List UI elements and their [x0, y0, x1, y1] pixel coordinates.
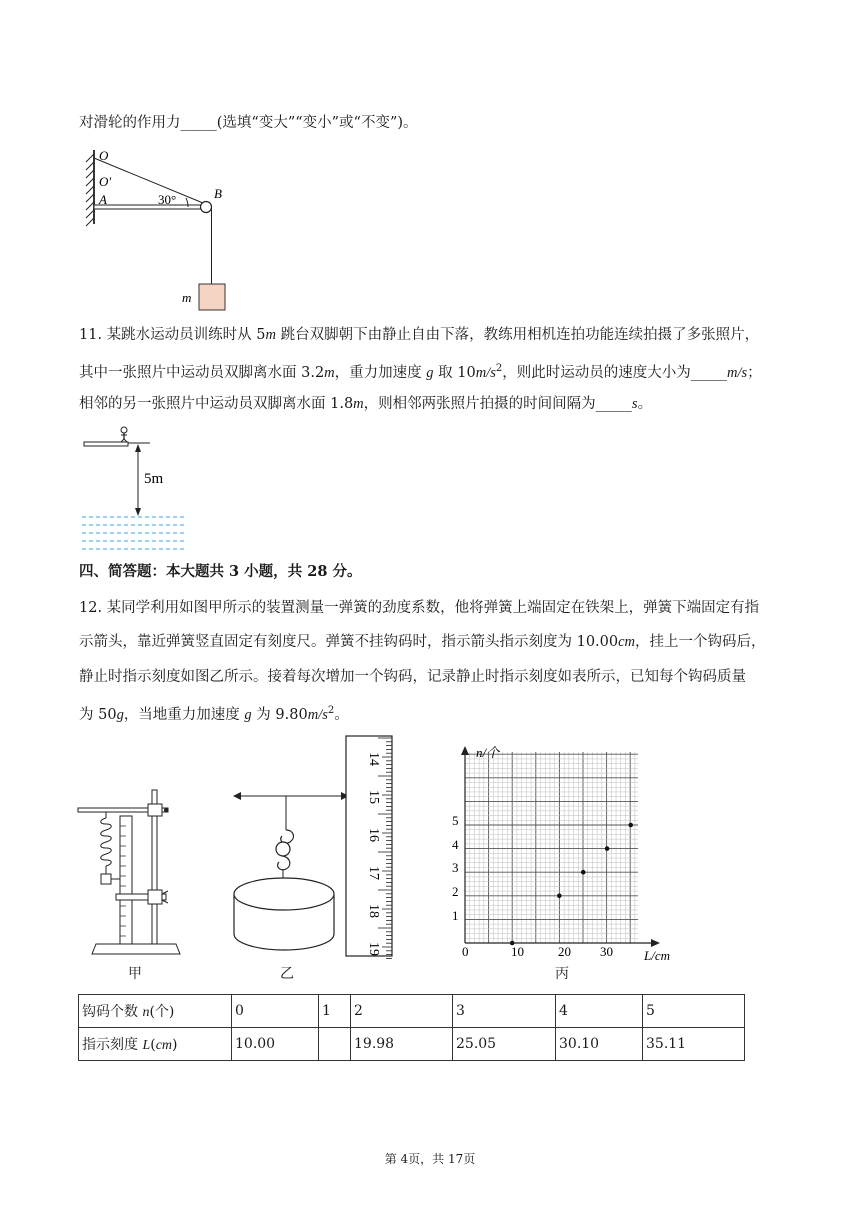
page-footer: 第 4页，共 17页 [384, 1152, 476, 1166]
diving-figure [80, 423, 200, 553]
mass-block [199, 284, 225, 310]
angle-label: 30° [158, 192, 177, 207]
data-point [605, 846, 610, 851]
table-row [79, 995, 745, 1028]
caption-yi: 乙 [280, 966, 294, 982]
graph-y-tick-5: 5 [452, 813, 459, 828]
graph-x-tick-20: 20 [558, 944, 571, 959]
q11-line-1: 11. 某跳水运动员训练时从 5m 跳台双脚朝下由静止自由下落，教练用相机连拍功能连续拍摄了多张照片， [79, 327, 760, 343]
ruler-label-15: 15 [366, 790, 381, 804]
table-cell: 30.10 [556, 1028, 643, 1061]
data-point [557, 894, 562, 899]
caption-jia: 甲 [128, 966, 142, 982]
table-cell: 19.98 [351, 1028, 453, 1061]
q12-line-4: 为 50g，当地重力加速度 g 为 $9.80m/s^2$。 [79, 705, 349, 723]
graph-x-tick-10: 10 [511, 944, 524, 959]
q11-line-3: 相邻的另一张照片中运动员双脚离水面 1.8m，则相邻两张照片拍摄的时间间隔为_____s。 [79, 396, 653, 412]
graph-y-tick-1: 1 [452, 908, 459, 923]
table-cell: 35.11 [643, 1028, 745, 1061]
row-header-n: 钩码个数 n(个) [79, 995, 232, 1028]
table-row [79, 1028, 745, 1061]
ruler-label-14: 14 [366, 752, 381, 766]
table-cell: 2 [351, 995, 453, 1028]
label-B: B [214, 186, 222, 201]
row-header-L: 指示刻度 L(cm) [79, 1028, 232, 1061]
graph-x-tick-30: 30 [600, 944, 613, 959]
height-label: 5m [144, 471, 164, 487]
q10-answer-line: 对滑轮的作用力_____(选填“变大”“变小”或“不变”)。 [79, 115, 418, 131]
table-cell: 1 [319, 995, 351, 1028]
label-O: O [99, 148, 109, 163]
caption-bing: 丙 [555, 966, 569, 982]
pulley [201, 202, 212, 213]
table-cell: 4 [556, 995, 643, 1028]
table-cell: 5 [643, 995, 745, 1028]
q12-line-3: 静止时指示刻度如图乙所示。接着每次增加一个钩码，记录静止时指示刻度如表所示，已知每个钩码质量 [79, 669, 746, 685]
graph-origin: 0 [462, 944, 469, 959]
data-point [628, 823, 633, 828]
table-cell: 0 [232, 995, 319, 1028]
graph-y-label: n/个 [476, 745, 500, 760]
figure-yi-weight-ruler [228, 734, 404, 960]
ruler-label-16: 16 [366, 828, 381, 842]
graph-y-tick-2: 2 [452, 884, 459, 899]
figure-jia-iron-stand [76, 786, 186, 986]
q12-line-1: 12. 某同学利用如图甲所示的装置测量一弹簧的劲度系数，他将弹簧上端固定在铁架上，弹簧下端固定有指 [79, 600, 760, 616]
label-O-prime: O′ [99, 174, 112, 189]
graph-x-label: L/cm [644, 948, 670, 963]
data-point [581, 870, 586, 875]
figure-bing-graph [440, 740, 680, 966]
mass-label: m [182, 290, 192, 305]
graph-y-tick-4: 4 [452, 837, 459, 852]
q12-line-2: 示箭头，靠近弹簧竖直固定有刻度尺。弹簧不挂钩码时，指示箭头指示刻度为 10.00cm，挂上一个钩码后， [79, 634, 766, 650]
q11-line-2: 其中一张照片中运动员双脚离水面 3.2m，重力加速度 g 取 $10m/s^2$，则此时运动员的速度大小为_____m/s； [79, 363, 762, 381]
table-cell: 25.05 [453, 1028, 556, 1061]
section-heading: 四、简答题：本大题共 3 小题，共 28 分。 [79, 563, 362, 580]
table-cell [319, 1028, 351, 1061]
ruler-label-17: 17 [366, 866, 381, 880]
table-cell: 3 [453, 995, 556, 1028]
label-A: A [99, 192, 107, 207]
ruler-label-19: 19 [366, 942, 381, 956]
table-cell: 10.00 [232, 1028, 319, 1061]
ruler-label-18: 18 [366, 904, 381, 918]
pulley-figure [82, 146, 242, 312]
graph-y-tick-3: 3 [452, 860, 459, 875]
data-table [78, 994, 745, 1061]
